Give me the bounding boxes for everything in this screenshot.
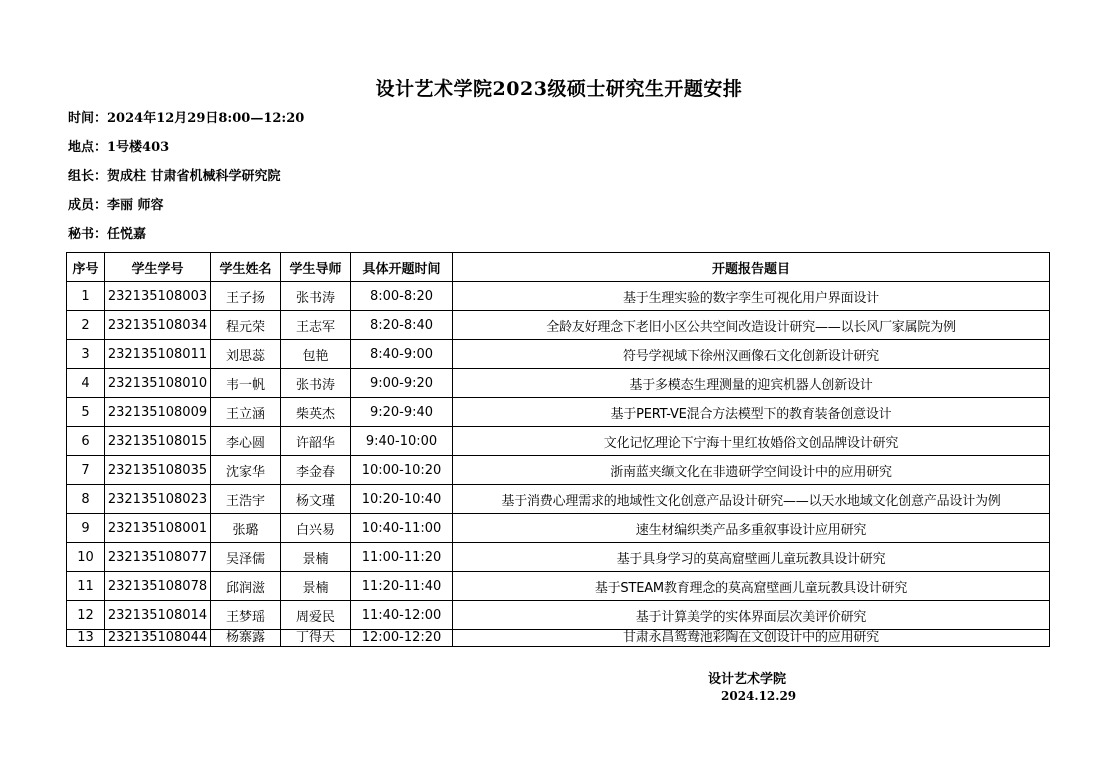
cell-advisor: 周爱民 bbox=[281, 601, 351, 630]
cell-student-name: 吴泽儒 bbox=[211, 543, 281, 572]
cell-advisor: 张书涛 bbox=[281, 369, 351, 398]
time-label: 时间： bbox=[68, 111, 108, 126]
cell-time: 9:00-9:20 bbox=[351, 369, 453, 398]
cell-topic: 甘肃永昌鸳鸯池彩陶在文创设计中的应用研究 bbox=[453, 630, 1050, 647]
cell-time: 10:20-10:40 bbox=[351, 485, 453, 514]
cell-index: 6 bbox=[67, 427, 105, 456]
cell-student-id: 232135108001 bbox=[105, 514, 211, 543]
cell-student-name: 王梦瑶 bbox=[211, 601, 281, 630]
secretary-label: 秘书： bbox=[68, 227, 108, 242]
cell-student-id: 232135108010 bbox=[105, 369, 211, 398]
info-members bbox=[68, 194, 164, 213]
cell-topic: 基于具身学习的莫高窟壁画儿童玩教具设计研究 bbox=[453, 543, 1050, 572]
table-row bbox=[67, 485, 1050, 514]
cell-topic: 全龄友好理念下老旧小区公共空间改造设计研究——以长风厂家属院为例 bbox=[453, 311, 1050, 340]
cell-index: 13 bbox=[67, 630, 105, 647]
cell-time: 12:00-12:20 bbox=[351, 630, 453, 647]
time-value: 2024年12月29日8:00—12:20 bbox=[107, 111, 305, 126]
cell-index: 11 bbox=[67, 572, 105, 601]
table-row bbox=[67, 514, 1050, 543]
cell-topic: 基于多模态生理测量的迎宾机器人创新设计 bbox=[453, 369, 1050, 398]
cell-time: 8:40-9:00 bbox=[351, 340, 453, 369]
cell-time: 11:00-11:20 bbox=[351, 543, 453, 572]
cell-student-id: 232135108011 bbox=[105, 340, 211, 369]
cell-time: 9:20-9:40 bbox=[351, 398, 453, 427]
table-row bbox=[67, 398, 1050, 427]
table-row bbox=[67, 543, 1050, 572]
cell-student-id: 232135108009 bbox=[105, 398, 211, 427]
cell-topic: 符号学视域下徐州汉画像石文化创新设计研究 bbox=[453, 340, 1050, 369]
cell-student-id: 232135108014 bbox=[105, 601, 211, 630]
cell-student-id: 232135108044 bbox=[105, 630, 211, 647]
cell-student-name: 张璐 bbox=[211, 514, 281, 543]
cell-student-name: 邱润滋 bbox=[211, 572, 281, 601]
cell-index: 8 bbox=[67, 485, 105, 514]
cell-time: 10:40-11:00 bbox=[351, 514, 453, 543]
cell-advisor: 包艳 bbox=[281, 340, 351, 369]
table-row bbox=[67, 630, 1050, 647]
header-time: 具体开题时间 bbox=[351, 253, 453, 282]
table-row bbox=[67, 369, 1050, 398]
cell-advisor: 许韶华 bbox=[281, 427, 351, 456]
cell-topic: 基于PERT-VE混合方法模型下的教育装备创意设计 bbox=[453, 398, 1050, 427]
cell-advisor: 李金春 bbox=[281, 456, 351, 485]
cell-student-id: 232135108015 bbox=[105, 427, 211, 456]
info-time bbox=[68, 107, 304, 126]
header-topic: 开题报告题目 bbox=[453, 253, 1050, 282]
cell-advisor: 张书涛 bbox=[281, 282, 351, 311]
footer-date: 2024.12.29 bbox=[721, 689, 797, 703]
cell-topic: 基于计算美学的实体界面层次美评价研究 bbox=[453, 601, 1050, 630]
cell-index: 10 bbox=[67, 543, 105, 572]
cell-advisor: 王志军 bbox=[281, 311, 351, 340]
cell-advisor: 景楠 bbox=[281, 543, 351, 572]
cell-student-id: 232135108023 bbox=[105, 485, 211, 514]
cell-advisor: 柴英杰 bbox=[281, 398, 351, 427]
cell-index: 5 bbox=[67, 398, 105, 427]
cell-index: 4 bbox=[67, 369, 105, 398]
cell-advisor: 杨文瑾 bbox=[281, 485, 351, 514]
cell-index: 2 bbox=[67, 311, 105, 340]
cell-student-name: 王浩宇 bbox=[211, 485, 281, 514]
members-label: 成员： bbox=[68, 198, 108, 213]
table-row bbox=[67, 572, 1050, 601]
cell-topic: 浙南蓝夹缬文化在非遗研学空间设计中的应用研究 bbox=[453, 456, 1050, 485]
members-value: 李丽 师容 bbox=[107, 198, 164, 213]
info-leader bbox=[68, 165, 281, 184]
cell-time: 8:00-8:20 bbox=[351, 282, 453, 311]
cell-time: 11:20-11:40 bbox=[351, 572, 453, 601]
cell-student-id: 232135108003 bbox=[105, 282, 211, 311]
cell-student-name: 刘思蕊 bbox=[211, 340, 281, 369]
footer-organization: 设计艺术学院 bbox=[708, 672, 787, 687]
table-row bbox=[67, 427, 1050, 456]
cell-index: 1 bbox=[67, 282, 105, 311]
cell-time: 11:40-12:00 bbox=[351, 601, 453, 630]
cell-student-name: 王立涵 bbox=[211, 398, 281, 427]
cell-index: 9 bbox=[67, 514, 105, 543]
cell-index: 3 bbox=[67, 340, 105, 369]
cell-student-name: 王子扬 bbox=[211, 282, 281, 311]
cell-time: 8:20-8:40 bbox=[351, 311, 453, 340]
header-student-id: 学生学号 bbox=[105, 253, 211, 282]
cell-topic: 文化记忆理论下宁海十里红妆婚俗文创品牌设计研究 bbox=[453, 427, 1050, 456]
cell-student-name: 李心圆 bbox=[211, 427, 281, 456]
cell-advisor: 白兴易 bbox=[281, 514, 351, 543]
cell-student-id: 232135108034 bbox=[105, 311, 211, 340]
cell-student-name: 杨寨露 bbox=[211, 630, 281, 647]
schedule-table bbox=[66, 252, 1050, 647]
table-row bbox=[67, 601, 1050, 630]
cell-advisor: 丁得天 bbox=[281, 630, 351, 647]
header-index: 序号 bbox=[67, 253, 105, 282]
leader-label: 组长： bbox=[68, 169, 108, 184]
cell-student-name: 沈家华 bbox=[211, 456, 281, 485]
cell-topic: 基于STEAM教育理念的莫高窟壁画儿童玩教具设计研究 bbox=[453, 572, 1050, 601]
document-title: 设计艺术学院2023级硕士研究生开题安排 bbox=[375, 78, 743, 100]
table-header-row bbox=[67, 253, 1050, 282]
cell-time: 10:00-10:20 bbox=[351, 456, 453, 485]
cell-student-name: 程元荣 bbox=[211, 311, 281, 340]
cell-student-id: 232135108035 bbox=[105, 456, 211, 485]
place-value: 1号楼403 bbox=[107, 140, 170, 155]
header-student-name: 学生姓名 bbox=[211, 253, 281, 282]
table-row bbox=[67, 340, 1050, 369]
secretary-value: 任悦嘉 bbox=[107, 227, 147, 242]
table-row bbox=[67, 456, 1050, 485]
cell-index: 12 bbox=[67, 601, 105, 630]
info-secretary bbox=[68, 223, 146, 242]
table-row bbox=[67, 311, 1050, 340]
cell-time: 9:40-10:00 bbox=[351, 427, 453, 456]
place-label: 地点： bbox=[68, 140, 108, 155]
cell-topic: 基于生理实验的数字孪生可视化用户界面设计 bbox=[453, 282, 1050, 311]
cell-topic: 速生材编织类产品多重叙事设计应用研究 bbox=[453, 514, 1050, 543]
cell-student-name: 韦一帆 bbox=[211, 369, 281, 398]
leader-value: 贺成柱 甘肃省机械科学研究院 bbox=[107, 169, 281, 184]
table-row bbox=[67, 282, 1050, 311]
cell-student-id: 232135108078 bbox=[105, 572, 211, 601]
cell-topic: 基于消费心理需求的地域性文化创意产品设计研究——以天水地域文化创意产品设计为例 bbox=[453, 485, 1050, 514]
cell-index: 7 bbox=[67, 456, 105, 485]
header-advisor: 学生导师 bbox=[281, 253, 351, 282]
info-place bbox=[68, 136, 169, 155]
cell-advisor: 景楠 bbox=[281, 572, 351, 601]
cell-student-id: 232135108077 bbox=[105, 543, 211, 572]
